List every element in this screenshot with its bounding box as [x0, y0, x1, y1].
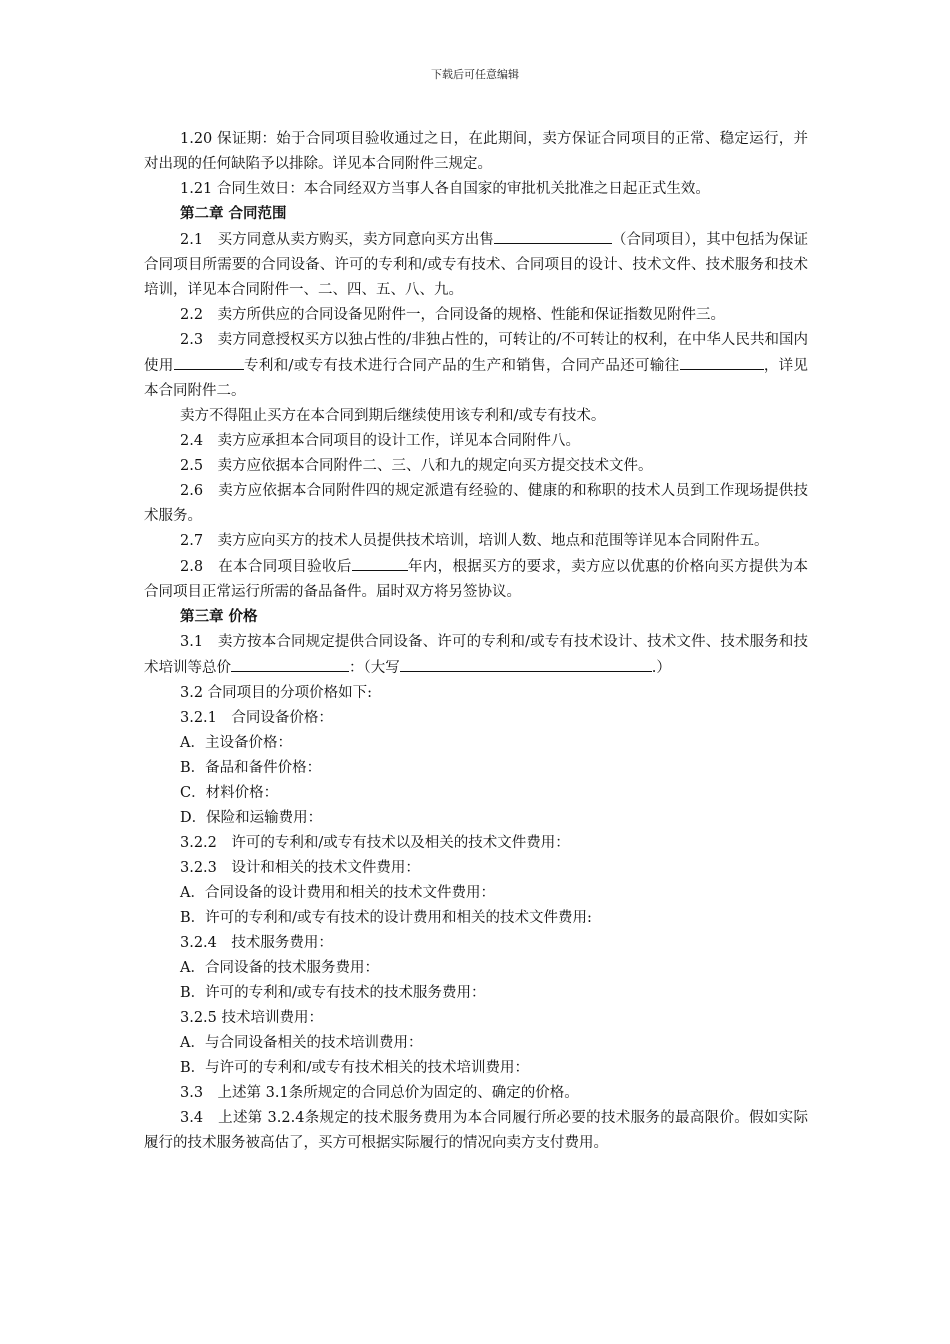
- fill-blank: [231, 655, 349, 672]
- clause-3-2-3-a: A．合同设备的设计费用和相关的技术文件费用：: [180, 885, 495, 901]
- clause-2-3-note: 卖方不得阻止买方在本合同到期后继续使用该专利和/或专有技术。: [180, 408, 606, 424]
- clause-3-1-text-a: 3.1 卖方按本合同规定提供合同设备、许可的专利和/或专有技术设计、技术文件、技术服务和技术培训等总价: [144, 634, 808, 676]
- page-header: 下载后可任意编辑: [431, 68, 519, 81]
- clause-2-8-text-a: 2.8 在本合同项目验收后: [180, 559, 352, 575]
- clause-2-3: [144, 328, 808, 404]
- clause-3-2-4-a: A．合同设备的技术服务费用：: [180, 960, 379, 976]
- clause-3-2-4-b: B．许可的专利和/或专有技术的技术服务费用：: [180, 985, 486, 1001]
- fill-blank: [680, 353, 764, 370]
- clause-3-1: [144, 630, 808, 681]
- clause-3-2-1-d: D．保险和运输费用：: [180, 810, 323, 826]
- clause-3-2: 3.2 合同项目的分项价格如下:: [180, 685, 373, 701]
- clause-3-2-3: 3.2.3 设计和相关的技术文件费用：: [180, 860, 420, 876]
- clause-2-4: 2.4 卖方应承担本合同项目的设计工作，详见本合同附件八。: [180, 433, 581, 449]
- clause-2-1: [144, 227, 808, 303]
- clause-3-1-text-c: .）: [651, 660, 671, 676]
- fill-blank: [494, 227, 612, 244]
- clause-3-2-5: 3.2.5 技术培训费用：: [180, 1010, 324, 1026]
- clause-2-3-text-a: 2.3 卖方同意授权买方以独占性的/非独占性的，可转让的/不可转让的权利，在中华人民共和国内使用: [144, 332, 808, 374]
- clause-2-5: 2.5 卖方应依据本合同附件二、三、八和九的规定向买方提交技术文件。: [180, 458, 653, 474]
- clause-2-3-text-b: 专利和/或专有技术进行合同产品的生产和销售，合同产品还可输往: [243, 358, 680, 374]
- chapter-2-heading: 第二章 合同范围: [180, 206, 287, 222]
- document-body: [144, 127, 808, 1156]
- clause-1-21: 1.21 合同生效日：本合同经双方当事人各自国家的审批机关批准之日起正式生效。: [180, 181, 710, 197]
- clause-1-20: 1.20 保证期：始于合同项目验收通过之日，在此期间，卖方保证合同项目的正常、稳定运行，并对出现的任何缺陷予以排除。详见本合同附件三规定。: [144, 131, 808, 172]
- clause-3-2-1-b: B．备品和备件价格：: [180, 760, 322, 776]
- clause-2-8-text-b: 年内，根据买方的要求，卖方应以优惠的价格向买方提供为本合同项目正常运行所需的备品备件。届时双方将另签协议。: [144, 559, 809, 600]
- clause-3-2-1-a: A．主设备价格：: [180, 735, 292, 751]
- clause-2-3-text-c: ，详见本合同附件二。: [144, 358, 809, 399]
- fill-blank: [400, 655, 652, 672]
- clause-3-2-3-b: B．许可的专利和/或专有技术的设计费用和相关的技术文件费用:: [180, 910, 592, 926]
- clause-3-4: 3.4 上述第 3.2.4条规定的技术服务费用为本合同履行所必要的技术服务的最高限价。假如实际履行的技术服务被高估了，买方可根据实际履行的情况向卖方支付费用。: [144, 1110, 808, 1151]
- chapter-3-heading: 第三章 价格: [180, 609, 258, 625]
- clause-2-6: 2.6 卖方应依据本合同附件四的规定派遣有经验的、健康的和称职的技术人员到工作现场提供技术服务。: [144, 483, 808, 524]
- clause-3-2-4: 3.2.4 技术服务费用：: [180, 935, 333, 951]
- clause-3-2-5-b: B．与许可的专利和/或专有技术相关的技术培训费用：: [180, 1060, 530, 1076]
- clause-2-7: 2.7 卖方应向买方的技术人员提供技术培训，培训人数、地点和范围等详见本合同附件五。: [180, 533, 769, 549]
- clause-2-1-text-a: 2.1 买方同意从卖方购买，卖方同意向买方出售: [180, 232, 494, 248]
- clause-2-1-text-b: （合同项目），其中包括为保证合同项目所需要的合同设备、许可的专利和/或专有技术、合同项目的设计、技术文件、技术服务和技术培训，详见本合同附件一、二、四、五、八、九。: [144, 232, 809, 298]
- clause-2-8: [144, 554, 808, 605]
- fill-blank: [352, 554, 408, 571]
- clause-3-3: 3.3 上述第 3.1条所规定的合同总价为固定的、确定的价格。: [180, 1085, 579, 1101]
- clause-3-2-1: 3.2.1 合同设备价格：: [180, 710, 333, 726]
- fill-blank: [174, 353, 244, 370]
- clause-3-2-1-c: C．材料价格：: [180, 785, 279, 801]
- clause-3-2-2: 3.2.2 许可的专利和/或专有技术以及相关的技术文件费用：: [180, 835, 570, 851]
- clause-2-2: 2.2 卖方所供应的合同设备见附件一，合同设备的规格、性能和保证指数见附件三。: [180, 307, 726, 323]
- clause-3-2-5-a: A．与合同设备相关的技术培训费用：: [180, 1035, 423, 1051]
- clause-3-1-text-b: ：（大写: [349, 660, 400, 676]
